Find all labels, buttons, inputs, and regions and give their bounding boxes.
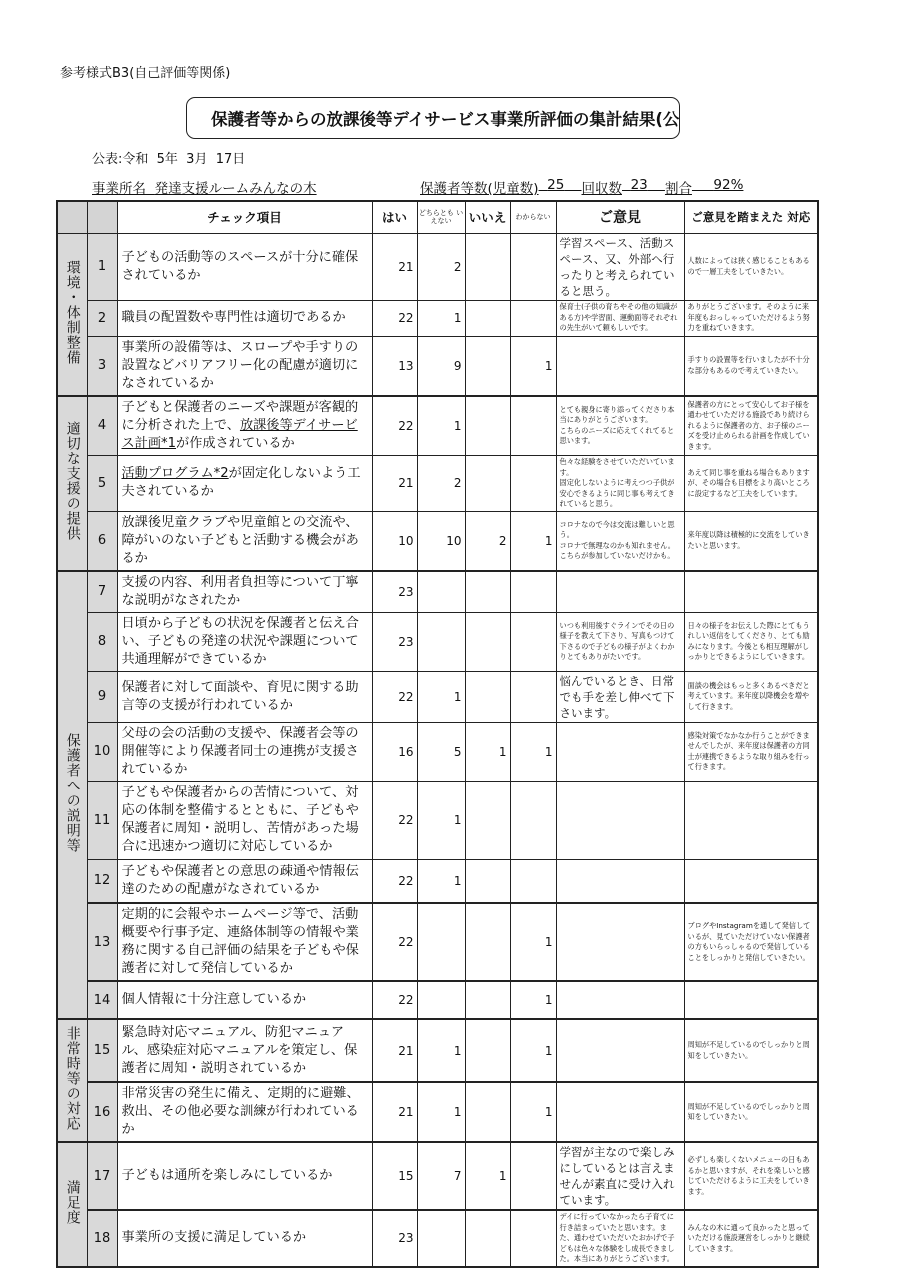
row-number: 15 — [87, 1019, 117, 1082]
count-neither: 9 — [417, 336, 465, 396]
response-cell: 人数によっては狭く感じることもあるので一層工夫をしていきたい。 — [684, 233, 818, 300]
survey-stats — [420, 177, 743, 197]
guardians-count: 25 — [547, 177, 565, 193]
header-check-item: チェック項目 — [117, 201, 372, 233]
evaluation-table — [56, 200, 819, 1268]
row-number: 6 — [87, 511, 117, 571]
count-neither — [417, 571, 465, 613]
count-yes: 22 — [372, 671, 417, 722]
count-no: 1 — [465, 1142, 510, 1210]
response-cell: 来年度以降は積極的に交流をしていきたいと思います。 — [684, 511, 818, 571]
count-yes: 22 — [372, 859, 417, 903]
response-cell: ありがとうございます。そのように来年度もおっしゃっていただけるよう努力を重ねていきます。 — [684, 300, 818, 336]
row-number: 14 — [87, 981, 117, 1019]
check-item: 職員の配置数や専門性は適切であるか — [117, 300, 372, 336]
row-number: 10 — [87, 722, 117, 781]
check-item: 緊急時対応マニュアル、防犯マニュアル、感染症対応マニュアルを策定し、保護者に周知・説明されているか — [117, 1019, 372, 1082]
response-cell: 面談の機会はもっと多くあるべきだと考えています。来年度以降機会を増やして行きます。 — [684, 671, 818, 722]
count-no — [465, 781, 510, 859]
count-yes: 23 — [372, 612, 417, 671]
facility-label: 事業所名 — [92, 181, 146, 197]
count-unknown — [510, 571, 556, 613]
count-neither: 1 — [417, 300, 465, 336]
count-no — [465, 336, 510, 396]
check-item: 事業所の支援に満足しているか — [117, 1210, 372, 1267]
table-header-row — [57, 201, 818, 233]
table-row — [57, 1082, 818, 1142]
count-neither: 1 — [417, 396, 465, 456]
check-item — [117, 456, 372, 512]
count-unknown — [510, 1210, 556, 1267]
count-unknown: 1 — [510, 722, 556, 781]
count-yes: 22 — [372, 981, 417, 1019]
check-item: 父母の会の活動の支援や、保護者会等の開催等により保護者同士の連携が支援されているか — [117, 722, 372, 781]
response-cell: 必ずしも楽しくないメニューの日もあるかと思いますが、それを楽しいと感じていただけるように工夫をしていきます。 — [684, 1142, 818, 1210]
table-row — [57, 1142, 818, 1210]
header-unknown: わからない — [510, 201, 556, 233]
check-item: 保護者に対して面談や、育児に関する助言等の支援が行われているか — [117, 671, 372, 722]
check-item: 子どもや保護者からの苦情について、対応の体制を整備するとともに、子どもや保護者に周知・説明し、苦情があった場合に迅速かつ適切に対応しているか — [117, 781, 372, 859]
count-unknown — [510, 233, 556, 300]
row-number: 17 — [87, 1142, 117, 1210]
table-row — [57, 903, 818, 981]
opinion-cell — [556, 336, 684, 396]
table-row — [57, 781, 818, 859]
check-item-text: 子どもと保護者のニーズや課題が客観的に分析された上で、 — [121, 399, 359, 433]
table-row — [57, 1210, 818, 1267]
count-neither: 2 — [417, 456, 465, 512]
count-unknown — [510, 781, 556, 859]
category-label: 満足度 — [64, 1179, 81, 1225]
opinion-cell — [556, 903, 684, 981]
response-cell — [684, 571, 818, 613]
count-no — [465, 671, 510, 722]
category-label: 非常時等の対応 — [64, 1026, 81, 1131]
count-yes: 13 — [372, 336, 417, 396]
count-no — [465, 1210, 510, 1267]
count-yes: 21 — [372, 1082, 417, 1142]
row-number: 18 — [87, 1210, 117, 1267]
check-item-term: 活動プログラム*2 — [121, 466, 229, 482]
count-neither — [417, 612, 465, 671]
count-neither: 7 — [417, 1142, 465, 1210]
count-yes: 23 — [372, 571, 417, 613]
check-item — [117, 396, 372, 456]
count-neither: 5 — [417, 722, 465, 781]
row-number: 12 — [87, 859, 117, 903]
count-neither: 2 — [417, 233, 465, 300]
ratio-value: 92% — [713, 177, 744, 193]
count-no — [465, 300, 510, 336]
response-cell: 周知が不足しているのでしっかりと周知をしていきたい。 — [684, 1019, 818, 1082]
row-number: 16 — [87, 1082, 117, 1142]
check-item: 子どもは通所を楽しみにしているか — [117, 1142, 372, 1210]
header-response: ご意見を踏まえた 対応 — [684, 201, 818, 233]
table-row — [57, 1019, 818, 1082]
check-item: 定期的に会報やホームページ等で、活動概要や行事予定、連絡体制等の情報や業務に関する自己評価の結果を子どもや保護者に対して発信しているか — [117, 903, 372, 981]
table-row — [57, 396, 818, 456]
row-number: 9 — [87, 671, 117, 722]
count-unknown — [510, 300, 556, 336]
form-reference: 参考様式B3(自己評価等関係) — [60, 66, 231, 81]
count-no — [465, 456, 510, 512]
count-unknown: 1 — [510, 336, 556, 396]
category-cell — [57, 233, 87, 396]
check-item: 子どもの活動等のスペースが十分に確保されているか — [117, 233, 372, 300]
response-cell: 日々の様子をお伝えした際にとてもうれしい返信をしてくださり、とても励みになります。今後とも相互理解がしっかりとできるようにしていきます。 — [684, 612, 818, 671]
header-number — [87, 201, 117, 233]
count-no — [465, 396, 510, 456]
response-cell: 保護者の方にとって安心してお子様を通わせていただける施設であり続けられるように保護者の方、お子様のニーズを受け止められる計画を作成していきます。 — [684, 396, 818, 456]
row-number: 7 — [87, 571, 117, 613]
table-row — [57, 571, 818, 613]
table-row — [57, 456, 818, 512]
opinion-cell: 色々な経験をさせていただいています。 固定化しないように考えつつ子供が安心できるように同じ事も考えてきれていると思う。 — [556, 456, 684, 512]
count-no — [465, 903, 510, 981]
count-no — [465, 233, 510, 300]
opinion-cell: 学習が主なので楽しみにしているとは言えませんが素直に受け入れています。 — [556, 1142, 684, 1210]
response-cell: ブログやInstagramを通して発信しているが、見ていただけていない保護者の方もいらっしゃるので発信していることをしっかりと発信していきたい。 — [684, 903, 818, 981]
count-unknown — [510, 396, 556, 456]
check-item: 非常災害の発生に備え、定期的に避難、救出、その他必要な訓練が行われているか — [117, 1082, 372, 1142]
row-number: 13 — [87, 903, 117, 981]
category-cell — [57, 1142, 87, 1267]
row-number: 5 — [87, 456, 117, 512]
category-cell — [57, 571, 87, 1020]
table-row — [57, 859, 818, 903]
response-cell — [684, 781, 818, 859]
response-cell: あえて同じ事を重ねる場合もありますが、その場合も目標をより高いところに設定するなど工夫をしています。 — [684, 456, 818, 512]
count-no: 2 — [465, 511, 510, 571]
count-neither — [417, 1210, 465, 1267]
count-unknown: 1 — [510, 511, 556, 571]
check-item: 事業所の設備等は、スロープや手すりの設置などバリアフリー化の配慮が適切になされているか — [117, 336, 372, 396]
facility-name — [92, 177, 317, 197]
count-neither: 1 — [417, 1082, 465, 1142]
response-cell: 手すりの設置等を行いましたが不十分な部分もあるので考えていきたい。 — [684, 336, 818, 396]
check-item-text: が固定化しないよう工夫されているか — [121, 466, 361, 500]
count-no — [465, 1082, 510, 1142]
count-yes: 22 — [372, 903, 417, 981]
check-item: 放課後児童クラブや児童館との交流や、障がいのない子どもと活動する機会があるか — [117, 511, 372, 571]
count-neither — [417, 981, 465, 1019]
count-yes: 22 — [372, 781, 417, 859]
count-unknown: 1 — [510, 1082, 556, 1142]
row-number: 11 — [87, 781, 117, 859]
check-item: 日頃から子どもの状況を保護者と伝え合い、子どもの発達の状況や課題について共通理解ができているか — [117, 612, 372, 671]
count-unknown — [510, 612, 556, 671]
count-unknown: 1 — [510, 1019, 556, 1082]
check-item-term: 放課後等デイサービス計画*1 — [121, 417, 358, 451]
count-yes: 22 — [372, 300, 417, 336]
count-unknown: 1 — [510, 981, 556, 1019]
check-item: 個人情報に十分注意しているか — [117, 981, 372, 1019]
opinion-cell: 保育士(子供の育ちやその他の知識がある方)や学習面、運動面等それぞれの先生がいて頼もしいです。 — [556, 300, 684, 336]
count-no: 1 — [465, 722, 510, 781]
publication-date: 公表:令和 5年 3月 17日 — [92, 152, 246, 167]
facility-value: 発達支援ルームみんなの木 — [154, 181, 317, 197]
category-label: 環境・体制整備 — [64, 259, 81, 365]
response-cell: みんなの木に通って良かったと思っていただける施設運営をしっかりと継続していきます。 — [684, 1210, 818, 1267]
opinion-cell — [556, 571, 684, 613]
count-neither — [417, 903, 465, 981]
count-yes: 21 — [372, 456, 417, 512]
table-row — [57, 671, 818, 722]
guardians-label: 保護者等数(児童数) — [420, 181, 539, 197]
count-yes: 16 — [372, 722, 417, 781]
response-cell — [684, 981, 818, 1019]
header-neither: どちらとも いえない — [417, 201, 465, 233]
count-yes: 23 — [372, 1210, 417, 1267]
ratio-label: 割合 — [664, 181, 692, 197]
count-unknown — [510, 671, 556, 722]
header-yes: はい — [372, 201, 417, 233]
category-label: 保護者への説明等 — [64, 732, 81, 853]
count-no — [465, 859, 510, 903]
opinion-cell — [556, 1082, 684, 1142]
opinion-cell — [556, 781, 684, 859]
count-unknown: 1 — [510, 903, 556, 981]
category-cell — [57, 1019, 87, 1142]
count-no — [465, 571, 510, 613]
opinion-cell — [556, 1019, 684, 1082]
count-no — [465, 981, 510, 1019]
count-neither: 10 — [417, 511, 465, 571]
row-number: 8 — [87, 612, 117, 671]
count-unknown — [510, 859, 556, 903]
header-no: いいえ — [465, 201, 510, 233]
header-opinion: ご意見 — [556, 201, 684, 233]
row-number: 3 — [87, 336, 117, 396]
response-cell — [684, 859, 818, 903]
collected-label: 回収数 — [581, 181, 622, 197]
table-row — [57, 612, 818, 671]
count-yes: 10 — [372, 511, 417, 571]
table-row — [57, 722, 818, 781]
count-yes: 15 — [372, 1142, 417, 1210]
table-row — [57, 981, 818, 1019]
opinion-cell — [556, 981, 684, 1019]
opinion-cell: デイに行っていなかったら子育てに行き詰まっていたと思います。また、通わせていただいたおかげで子どもは色々な体験をし成長できました。本当にありがとうございます。 — [556, 1210, 684, 1267]
count-neither: 1 — [417, 1019, 465, 1082]
opinion-cell: いつも利用後すぐラインでその日の様子を教えて下さり、写真もつけて下さるので子どもの様子がよくわかりとてもありがたいです。 — [556, 612, 684, 671]
opinion-cell: コロナなので今は交流は難しいと思う。 コロナで無理なのかも知れません。 こちらが参加していないだけかも。 — [556, 511, 684, 571]
response-cell: 感染対策でなかなか行うことができませんでしたが、来年度は保護者の方同士が連携できるような取り組みを行って行きます。 — [684, 722, 818, 781]
opinion-cell: とても親身に寄り添ってくださり本当にありがとうございます。 こちらのニーズに応えてくれてると思います。 — [556, 396, 684, 456]
count-unknown — [510, 456, 556, 512]
page-title: 保護者等からの放課後等デイサービス事業所評価の集計結果(公 — [186, 97, 680, 139]
check-item: 子どもや保護者との意思の疎通や情報伝達のための配慮がなされているか — [117, 859, 372, 903]
table-row — [57, 233, 818, 300]
check-item-text: が作成されているか — [176, 435, 295, 451]
opinion-cell — [556, 859, 684, 903]
table-row — [57, 511, 818, 571]
count-neither: 1 — [417, 671, 465, 722]
row-number: 1 — [87, 233, 117, 300]
response-cell: 周知が不足しているのでしっかりと周知をしていきたい。 — [684, 1082, 818, 1142]
count-no — [465, 1019, 510, 1082]
count-no — [465, 612, 510, 671]
row-number: 2 — [87, 300, 117, 336]
opinion-cell: 悩んでいるとき、日常でも手を差し伸べて下さいます。 — [556, 671, 684, 722]
row-number: 4 — [87, 396, 117, 456]
count-yes: 21 — [372, 1019, 417, 1082]
category-label: 適切な支援の提供 — [64, 421, 81, 541]
collected-count: 23 — [630, 177, 648, 193]
opinion-cell — [556, 722, 684, 781]
count-yes: 21 — [372, 233, 417, 300]
table-row — [57, 336, 818, 396]
count-yes: 22 — [372, 396, 417, 456]
header-category — [57, 201, 87, 233]
count-unknown — [510, 1142, 556, 1210]
table-row — [57, 300, 818, 336]
check-item: 支援の内容、利用者負担等について丁寧な説明がなされたか — [117, 571, 372, 613]
category-cell — [57, 396, 87, 571]
count-neither: 1 — [417, 781, 465, 859]
count-neither: 1 — [417, 859, 465, 903]
opinion-cell: 学習スペース、活動スペース、又、外部へ行ったりと考えられていると思う。 — [556, 233, 684, 300]
